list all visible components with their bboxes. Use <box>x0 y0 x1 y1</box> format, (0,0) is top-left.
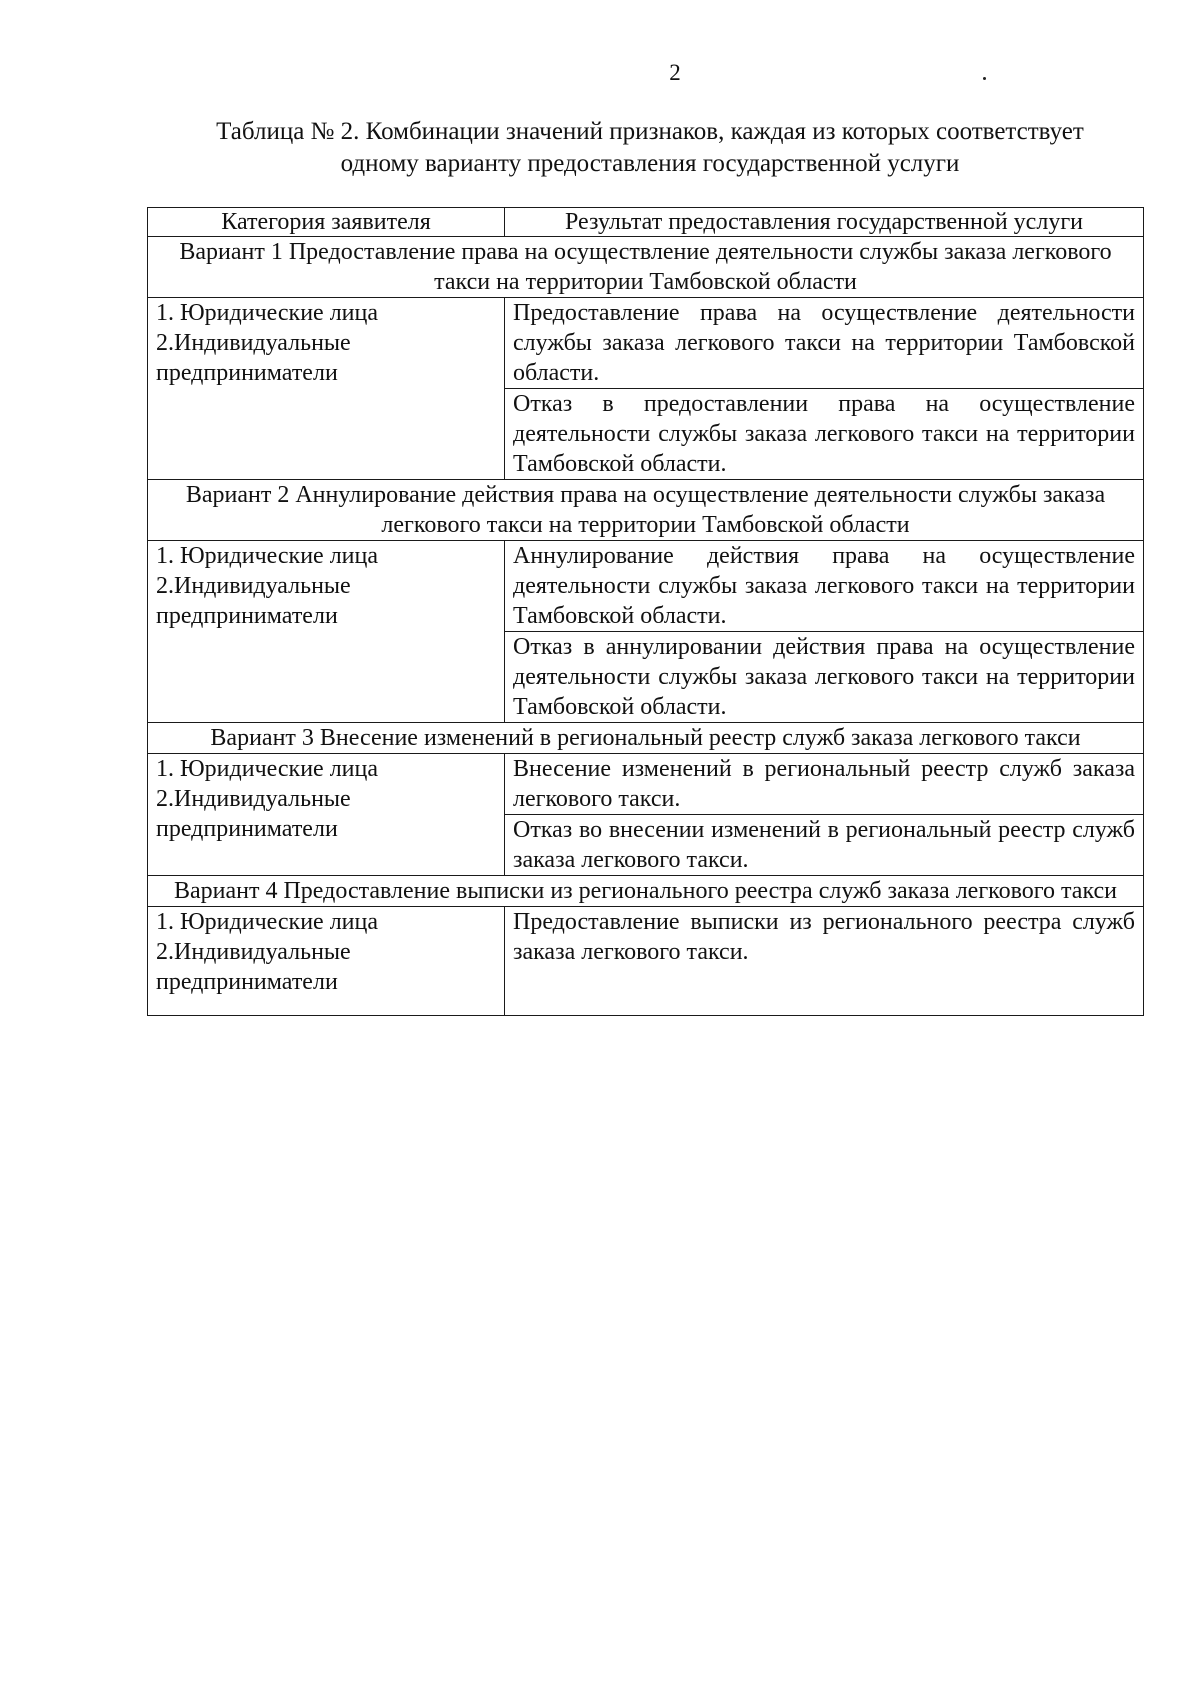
category-item: 2.Индивидуальные предприниматели <box>156 573 351 629</box>
scan-dot <box>983 77 986 80</box>
variant-row <box>148 480 1144 541</box>
variants-table <box>147 207 1144 1016</box>
table-caption <box>150 116 1150 180</box>
table-row <box>148 907 1144 1016</box>
header-service-result: Результат предоставления государственной услуги <box>505 208 1144 237</box>
variant-1-result-2: Отказ в предоставлении права на осуществление деятельности службы заказа легкового такси на территории Тамбовской области. <box>505 389 1144 480</box>
variant-2-result-2: Отказ в аннулировании действия права на осуществление деятельности службы заказа легкового такси на территории Тамбовской области. <box>505 632 1144 723</box>
table-row <box>148 541 1144 632</box>
variant-1-categories <box>148 298 505 480</box>
table-row <box>148 298 1144 389</box>
category-item: 1. Юридические лица <box>156 543 379 569</box>
variant-3-result-2: Отказ во внесении изменений в региональный реестр служб заказа легкового такси. <box>505 815 1144 876</box>
category-item: 1. Юридические лица <box>156 756 379 782</box>
caption-line-2: одному варианту предоставления государственной услуги <box>340 150 960 177</box>
variant-4-title: Вариант 4 Предоставление выписки из регионального реестра служб заказа легкового такси <box>148 876 1144 907</box>
category-item: 2.Индивидуальные предприниматели <box>156 786 351 842</box>
variant-3-result-1: Внесение изменений в региональный реестр служб заказа легкового такси. <box>505 754 1144 815</box>
caption-line-1: Таблица № 2. Комбинации значений признаков, каждая из которых соответствует <box>216 118 1084 145</box>
variant-4-categories <box>148 907 505 1016</box>
variant-4-result-1: Предоставление выписки из регионального реестра служб заказа легкового такси. <box>505 907 1144 1016</box>
variant-row <box>148 876 1144 907</box>
header-applicant-category: Категория заявителя <box>148 208 505 237</box>
variant-2-title: Вариант 2 Аннулирование действия права на осуществление деятельности службы заказа легкового такси на территории Тамбовской области <box>148 480 1144 541</box>
category-item: 2.Индивидуальные предприниматели <box>156 939 351 995</box>
table-row <box>148 754 1144 815</box>
variant-1-result-1: Предоставление права на осуществление деятельности службы заказа легкового такси на территории Тамбовской области. <box>505 298 1144 389</box>
variant-3-categories <box>148 754 505 876</box>
header-row <box>148 208 1144 237</box>
variant-3-title: Вариант 3 Внесение изменений в региональный реестр служб заказа легкового такси <box>148 723 1144 754</box>
variant-1-title: Вариант 1 Предоставление права на осуществление деятельности службы заказа легкового такси на территории Тамбовской области <box>148 237 1144 298</box>
variant-row <box>148 237 1144 298</box>
category-item: 1. Юридические лица <box>156 909 379 935</box>
page-number: 2 <box>669 60 681 85</box>
variant-2-categories <box>148 541 505 723</box>
category-item: 1. Юридические лица <box>156 300 379 326</box>
variant-2-result-1: Аннулирование действия права на осуществление деятельности службы заказа легкового такси на территории Тамбовской области. <box>505 541 1144 632</box>
variant-row <box>148 723 1144 754</box>
category-item: 2.Индивидуальные предприниматели <box>156 330 351 386</box>
